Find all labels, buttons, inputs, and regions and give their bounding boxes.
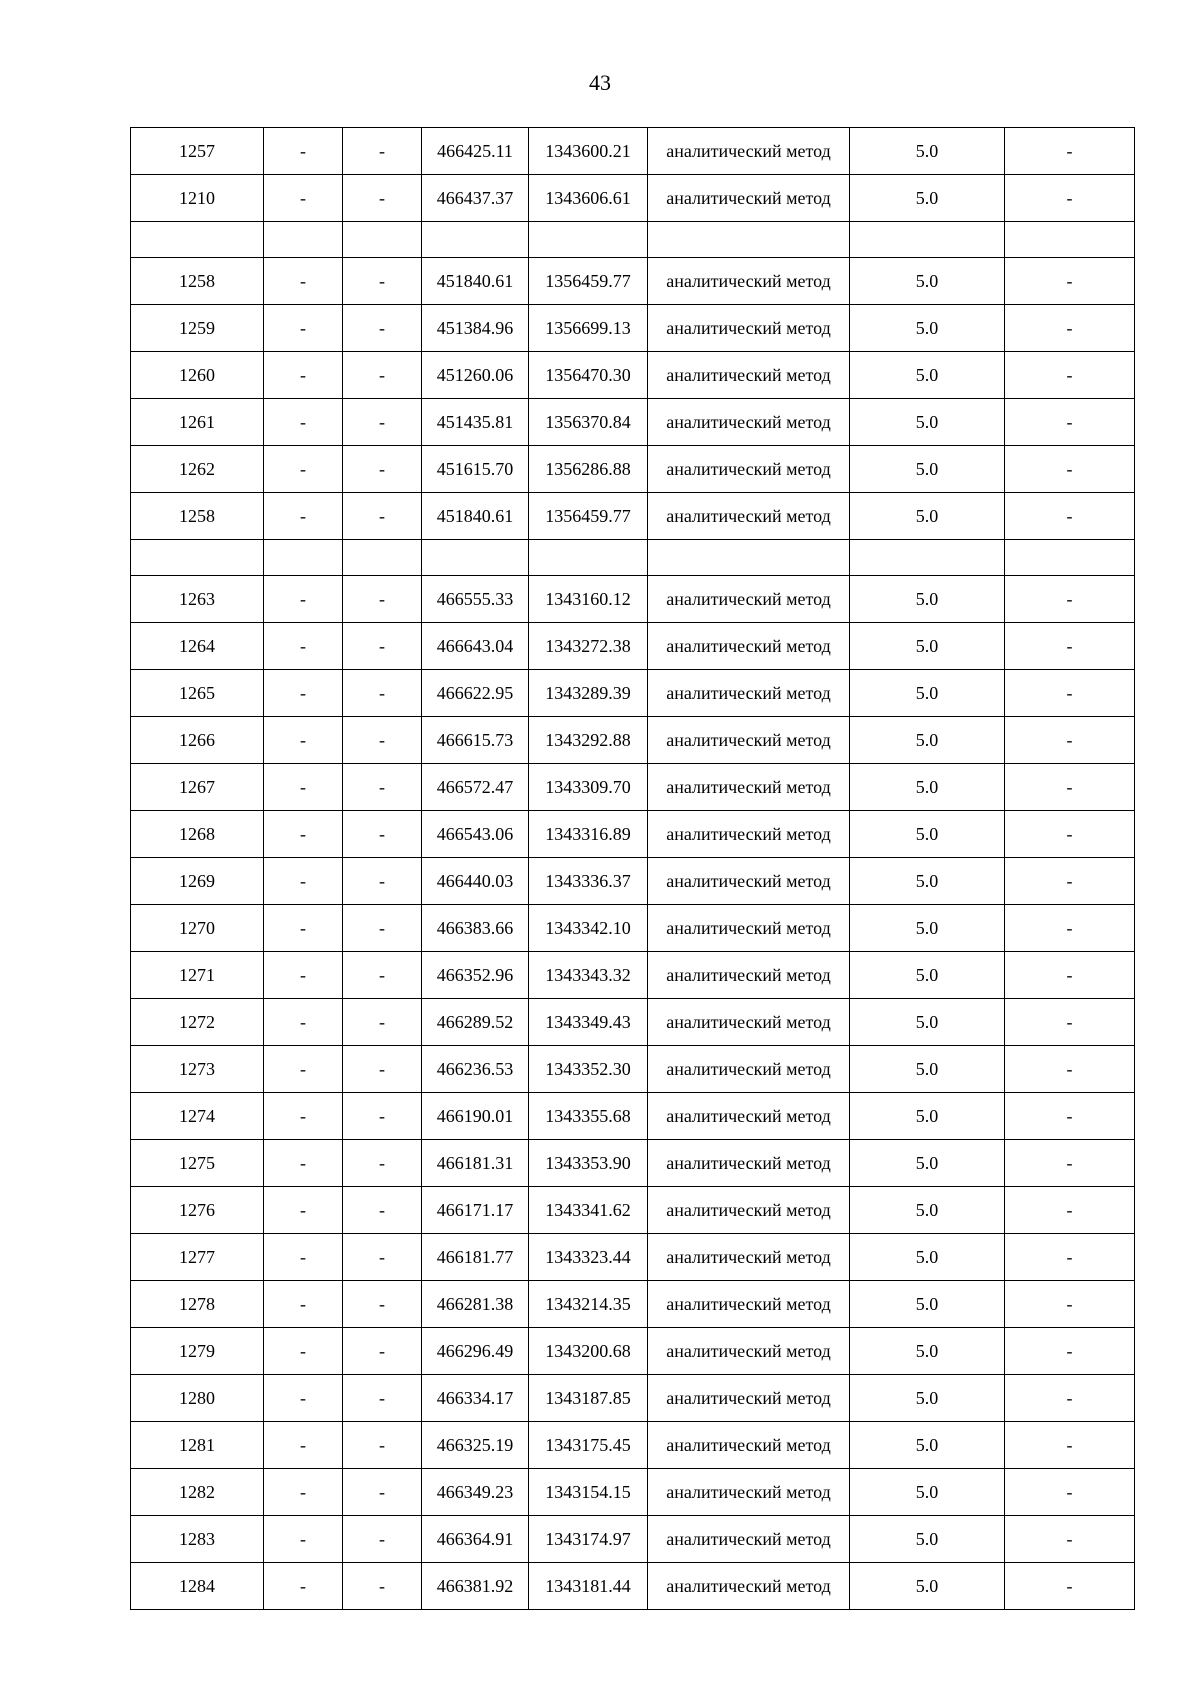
y-coordinate-cell: 1343316.89	[529, 811, 648, 858]
method-cell: аналитический метод	[648, 258, 850, 305]
y-coordinate-cell: 1343181.44	[529, 1563, 648, 1610]
dash-cell: -	[264, 1093, 343, 1140]
y-coordinate-cell: 1356470.30	[529, 352, 648, 399]
dash-cell: -	[264, 493, 343, 540]
method-cell: аналитический метод	[648, 128, 850, 175]
dash-cell: -	[1005, 1046, 1135, 1093]
x-coordinate-cell: 451435.81	[422, 399, 529, 446]
table-row	[131, 1140, 1135, 1187]
dash-cell: -	[1005, 446, 1135, 493]
point-number-cell: 1257	[131, 128, 264, 175]
x-coordinate-cell: 451260.06	[422, 352, 529, 399]
dash-cell: -	[264, 1469, 343, 1516]
dash-cell: -	[1005, 811, 1135, 858]
dash-cell: -	[264, 1516, 343, 1563]
dash-cell: -	[264, 175, 343, 222]
table-row	[131, 1375, 1135, 1422]
table-row	[131, 999, 1135, 1046]
point-number-cell: 1283	[131, 1516, 264, 1563]
table-row	[131, 1563, 1135, 1610]
dash-cell: -	[343, 493, 422, 540]
accuracy-cell: 5.0	[850, 764, 1005, 811]
dash-cell: -	[1005, 1234, 1135, 1281]
method-cell: аналитический метод	[648, 1422, 850, 1469]
dash-cell: -	[264, 999, 343, 1046]
x-coordinate-cell: 466190.01	[422, 1093, 529, 1140]
accuracy-cell: 5.0	[850, 493, 1005, 540]
dash-cell: -	[343, 128, 422, 175]
method-cell: аналитический метод	[648, 175, 850, 222]
dash-cell: -	[264, 399, 343, 446]
separator-row	[131, 540, 1135, 576]
empty-cell	[648, 222, 850, 258]
point-number-cell: 1270	[131, 905, 264, 952]
table-row	[131, 258, 1135, 305]
accuracy-cell: 5.0	[850, 1422, 1005, 1469]
accuracy-cell: 5.0	[850, 858, 1005, 905]
table-row	[131, 446, 1135, 493]
dash-cell: -	[264, 128, 343, 175]
dash-cell: -	[264, 1281, 343, 1328]
dash-cell: -	[1005, 623, 1135, 670]
accuracy-cell: 5.0	[850, 1140, 1005, 1187]
table-row	[131, 717, 1135, 764]
point-number-cell: 1280	[131, 1375, 264, 1422]
point-number-cell: 1263	[131, 576, 264, 623]
dash-cell: -	[1005, 128, 1135, 175]
point-number-cell: 1258	[131, 258, 264, 305]
empty-cell	[850, 222, 1005, 258]
table-row	[131, 399, 1135, 446]
y-coordinate-cell: 1343606.61	[529, 175, 648, 222]
y-coordinate-cell: 1343187.85	[529, 1375, 648, 1422]
y-coordinate-cell: 1343175.45	[529, 1422, 648, 1469]
dash-cell: -	[264, 623, 343, 670]
accuracy-cell: 5.0	[850, 1328, 1005, 1375]
table-body	[131, 128, 1135, 1610]
table-row	[131, 1046, 1135, 1093]
accuracy-cell: 5.0	[850, 1375, 1005, 1422]
accuracy-cell: 5.0	[850, 1234, 1005, 1281]
method-cell: аналитический метод	[648, 1140, 850, 1187]
dash-cell: -	[264, 1234, 343, 1281]
empty-cell	[343, 222, 422, 258]
empty-cell	[422, 540, 529, 576]
empty-cell	[264, 222, 343, 258]
method-cell: аналитический метод	[648, 1516, 850, 1563]
dash-cell: -	[343, 1469, 422, 1516]
accuracy-cell: 5.0	[850, 811, 1005, 858]
empty-cell	[529, 540, 648, 576]
y-coordinate-cell: 1343349.43	[529, 999, 648, 1046]
y-coordinate-cell: 1343272.38	[529, 623, 648, 670]
x-coordinate-cell: 466289.52	[422, 999, 529, 1046]
accuracy-cell: 5.0	[850, 446, 1005, 493]
y-coordinate-cell: 1343323.44	[529, 1234, 648, 1281]
method-cell: аналитический метод	[648, 764, 850, 811]
point-number-cell: 1276	[131, 1187, 264, 1234]
dash-cell: -	[343, 1563, 422, 1610]
x-coordinate-cell: 466572.47	[422, 764, 529, 811]
y-coordinate-cell: 1343342.10	[529, 905, 648, 952]
y-coordinate-cell: 1356370.84	[529, 399, 648, 446]
point-number-cell: 1275	[131, 1140, 264, 1187]
accuracy-cell: 5.0	[850, 352, 1005, 399]
page-number: 43	[589, 70, 611, 95]
accuracy-cell: 5.0	[850, 399, 1005, 446]
accuracy-cell: 5.0	[850, 670, 1005, 717]
separator-row	[131, 222, 1135, 258]
table-row	[131, 811, 1135, 858]
dash-cell: -	[343, 1328, 422, 1375]
point-number-cell: 1282	[131, 1469, 264, 1516]
dash-cell: -	[343, 175, 422, 222]
accuracy-cell: 5.0	[850, 1046, 1005, 1093]
point-number-cell: 1277	[131, 1234, 264, 1281]
dash-cell: -	[1005, 999, 1135, 1046]
dash-cell: -	[264, 1140, 343, 1187]
accuracy-cell: 5.0	[850, 1281, 1005, 1328]
y-coordinate-cell: 1343309.70	[529, 764, 648, 811]
table-row	[131, 952, 1135, 999]
dash-cell: -	[264, 905, 343, 952]
x-coordinate-cell: 466622.95	[422, 670, 529, 717]
table-row	[131, 1516, 1135, 1563]
y-coordinate-cell: 1343200.68	[529, 1328, 648, 1375]
point-number-cell: 1210	[131, 175, 264, 222]
point-number-cell: 1259	[131, 305, 264, 352]
method-cell: аналитический метод	[648, 1469, 850, 1516]
x-coordinate-cell: 466440.03	[422, 858, 529, 905]
dash-cell: -	[343, 1281, 422, 1328]
x-coordinate-cell: 466181.31	[422, 1140, 529, 1187]
method-cell: аналитический метод	[648, 399, 850, 446]
dash-cell: -	[343, 1140, 422, 1187]
dash-cell: -	[343, 1234, 422, 1281]
accuracy-cell: 5.0	[850, 1516, 1005, 1563]
dash-cell: -	[343, 1046, 422, 1093]
dash-cell: -	[343, 576, 422, 623]
x-coordinate-cell: 466383.66	[422, 905, 529, 952]
method-cell: аналитический метод	[648, 446, 850, 493]
x-coordinate-cell: 451840.61	[422, 493, 529, 540]
dash-cell: -	[1005, 764, 1135, 811]
table-row	[131, 1422, 1135, 1469]
dash-cell: -	[1005, 1375, 1135, 1422]
dash-cell: -	[264, 446, 343, 493]
x-coordinate-cell: 466236.53	[422, 1046, 529, 1093]
dash-cell: -	[1005, 952, 1135, 999]
y-coordinate-cell: 1356286.88	[529, 446, 648, 493]
y-coordinate-cell: 1343600.21	[529, 128, 648, 175]
dash-cell: -	[1005, 175, 1135, 222]
x-coordinate-cell: 451840.61	[422, 258, 529, 305]
dash-cell: -	[264, 858, 343, 905]
dash-cell: -	[1005, 399, 1135, 446]
dash-cell: -	[1005, 905, 1135, 952]
point-number-cell: 1264	[131, 623, 264, 670]
table-row	[131, 352, 1135, 399]
point-number-cell: 1265	[131, 670, 264, 717]
empty-cell	[131, 540, 264, 576]
x-coordinate-cell: 451384.96	[422, 305, 529, 352]
x-coordinate-cell: 466181.77	[422, 1234, 529, 1281]
dash-cell: -	[264, 258, 343, 305]
x-coordinate-cell: 466325.19	[422, 1422, 529, 1469]
point-number-cell: 1272	[131, 999, 264, 1046]
y-coordinate-cell: 1343355.68	[529, 1093, 648, 1140]
x-coordinate-cell: 466364.91	[422, 1516, 529, 1563]
method-cell: аналитический метод	[648, 717, 850, 764]
dash-cell: -	[343, 952, 422, 999]
x-coordinate-cell: 466555.33	[422, 576, 529, 623]
accuracy-cell: 5.0	[850, 305, 1005, 352]
point-number-cell: 1262	[131, 446, 264, 493]
point-number-cell: 1267	[131, 764, 264, 811]
empty-cell	[343, 540, 422, 576]
empty-cell	[529, 222, 648, 258]
table-row	[131, 305, 1135, 352]
dash-cell: -	[1005, 258, 1135, 305]
method-cell: аналитический метод	[648, 999, 850, 1046]
dash-cell: -	[343, 1093, 422, 1140]
point-number-cell: 1273	[131, 1046, 264, 1093]
y-coordinate-cell: 1356459.77	[529, 258, 648, 305]
table-row	[131, 128, 1135, 175]
x-coordinate-cell: 466437.37	[422, 175, 529, 222]
point-number-cell: 1274	[131, 1093, 264, 1140]
table-row	[131, 576, 1135, 623]
dash-cell: -	[1005, 576, 1135, 623]
dash-cell: -	[1005, 305, 1135, 352]
dash-cell: -	[1005, 1328, 1135, 1375]
dash-cell: -	[343, 1187, 422, 1234]
x-coordinate-cell: 466643.04	[422, 623, 529, 670]
accuracy-cell: 5.0	[850, 1469, 1005, 1516]
method-cell: аналитический метод	[648, 1046, 850, 1093]
table-row	[131, 1234, 1135, 1281]
accuracy-cell: 5.0	[850, 717, 1005, 764]
point-number-cell: 1284	[131, 1563, 264, 1610]
y-coordinate-cell: 1343154.15	[529, 1469, 648, 1516]
table-row	[131, 175, 1135, 222]
dash-cell: -	[343, 258, 422, 305]
dash-cell: -	[343, 999, 422, 1046]
x-coordinate-cell: 466349.23	[422, 1469, 529, 1516]
empty-cell	[1005, 540, 1135, 576]
dash-cell: -	[343, 623, 422, 670]
dash-cell: -	[1005, 1281, 1135, 1328]
dash-cell: -	[264, 717, 343, 764]
x-coordinate-cell: 466615.73	[422, 717, 529, 764]
point-number-cell: 1281	[131, 1422, 264, 1469]
empty-cell	[850, 540, 1005, 576]
y-coordinate-cell: 1343352.30	[529, 1046, 648, 1093]
x-coordinate-cell: 466543.06	[422, 811, 529, 858]
dash-cell: -	[1005, 1516, 1135, 1563]
accuracy-cell: 5.0	[850, 128, 1005, 175]
dash-cell: -	[264, 1328, 343, 1375]
method-cell: аналитический метод	[648, 1563, 850, 1610]
dash-cell: -	[264, 952, 343, 999]
method-cell: аналитический метод	[648, 670, 850, 717]
dash-cell: -	[343, 446, 422, 493]
point-number-cell: 1269	[131, 858, 264, 905]
method-cell: аналитический метод	[648, 1187, 850, 1234]
x-coordinate-cell: 466281.38	[422, 1281, 529, 1328]
method-cell: аналитический метод	[648, 1234, 850, 1281]
dash-cell: -	[264, 811, 343, 858]
y-coordinate-cell: 1356699.13	[529, 305, 648, 352]
dash-cell: -	[264, 670, 343, 717]
empty-cell	[264, 540, 343, 576]
table-row	[131, 670, 1135, 717]
method-cell: аналитический метод	[648, 623, 850, 670]
accuracy-cell: 5.0	[850, 576, 1005, 623]
method-cell: аналитический метод	[648, 1328, 850, 1375]
x-coordinate-cell: 451615.70	[422, 446, 529, 493]
y-coordinate-cell: 1343174.97	[529, 1516, 648, 1563]
point-number-cell: 1278	[131, 1281, 264, 1328]
dash-cell: -	[264, 352, 343, 399]
method-cell: аналитический метод	[648, 1281, 850, 1328]
dash-cell: -	[343, 352, 422, 399]
dash-cell: -	[1005, 1093, 1135, 1140]
y-coordinate-cell: 1343336.37	[529, 858, 648, 905]
method-cell: аналитический метод	[648, 858, 850, 905]
accuracy-cell: 5.0	[850, 999, 1005, 1046]
accuracy-cell: 5.0	[850, 952, 1005, 999]
dash-cell: -	[1005, 1422, 1135, 1469]
y-coordinate-cell: 1343353.90	[529, 1140, 648, 1187]
empty-cell	[131, 222, 264, 258]
dash-cell: -	[343, 858, 422, 905]
dash-cell: -	[1005, 858, 1135, 905]
y-coordinate-cell: 1343160.12	[529, 576, 648, 623]
x-coordinate-cell: 466171.17	[422, 1187, 529, 1234]
dash-cell: -	[343, 764, 422, 811]
dash-cell: -	[1005, 1563, 1135, 1610]
dash-cell: -	[343, 305, 422, 352]
method-cell: аналитический метод	[648, 952, 850, 999]
table-row	[131, 623, 1135, 670]
dash-cell: -	[264, 576, 343, 623]
dash-cell: -	[343, 811, 422, 858]
dash-cell: -	[264, 764, 343, 811]
table-row	[131, 858, 1135, 905]
table-row	[131, 1469, 1135, 1516]
accuracy-cell: 5.0	[850, 175, 1005, 222]
dash-cell: -	[1005, 352, 1135, 399]
point-number-cell: 1271	[131, 952, 264, 999]
method-cell: аналитический метод	[648, 1093, 850, 1140]
x-coordinate-cell: 466381.92	[422, 1563, 529, 1610]
dash-cell: -	[1005, 1187, 1135, 1234]
empty-cell	[422, 222, 529, 258]
method-cell: аналитический метод	[648, 811, 850, 858]
dash-cell: -	[1005, 1140, 1135, 1187]
dash-cell: -	[1005, 717, 1135, 764]
y-coordinate-cell: 1343292.88	[529, 717, 648, 764]
point-number-cell: 1268	[131, 811, 264, 858]
table-row	[131, 1328, 1135, 1375]
point-number-cell: 1261	[131, 399, 264, 446]
y-coordinate-cell: 1343343.32	[529, 952, 648, 999]
accuracy-cell: 5.0	[850, 258, 1005, 305]
dash-cell: -	[264, 1563, 343, 1610]
method-cell: аналитический метод	[648, 576, 850, 623]
table-row	[131, 1281, 1135, 1328]
accuracy-cell: 5.0	[850, 1563, 1005, 1610]
table-row	[131, 905, 1135, 952]
x-coordinate-cell: 466334.17	[422, 1375, 529, 1422]
point-number-cell: 1260	[131, 352, 264, 399]
y-coordinate-cell: 1343214.35	[529, 1281, 648, 1328]
dash-cell: -	[264, 1187, 343, 1234]
dash-cell: -	[343, 1375, 422, 1422]
table-row	[131, 764, 1135, 811]
method-cell: аналитический метод	[648, 305, 850, 352]
y-coordinate-cell: 1343341.62	[529, 1187, 648, 1234]
dash-cell: -	[343, 1516, 422, 1563]
x-coordinate-cell: 466296.49	[422, 1328, 529, 1375]
point-number-cell: 1266	[131, 717, 264, 764]
method-cell: аналитический метод	[648, 493, 850, 540]
method-cell: аналитический метод	[648, 1375, 850, 1422]
accuracy-cell: 5.0	[850, 1093, 1005, 1140]
empty-cell	[648, 540, 850, 576]
dash-cell: -	[1005, 1469, 1135, 1516]
dash-cell: -	[343, 670, 422, 717]
y-coordinate-cell: 1356459.77	[529, 493, 648, 540]
dash-cell: -	[343, 1422, 422, 1469]
dash-cell: -	[264, 1046, 343, 1093]
method-cell: аналитический метод	[648, 905, 850, 952]
dash-cell: -	[1005, 670, 1135, 717]
accuracy-cell: 5.0	[850, 1187, 1005, 1234]
dash-cell: -	[343, 717, 422, 764]
accuracy-cell: 5.0	[850, 623, 1005, 670]
table-row	[131, 1187, 1135, 1234]
point-number-cell: 1258	[131, 493, 264, 540]
dash-cell: -	[264, 1375, 343, 1422]
dash-cell: -	[343, 905, 422, 952]
dash-cell: -	[264, 1422, 343, 1469]
y-coordinate-cell: 1343289.39	[529, 670, 648, 717]
dash-cell: -	[343, 399, 422, 446]
table-row	[131, 493, 1135, 540]
coordinates-table	[130, 127, 1135, 1610]
table-row	[131, 1093, 1135, 1140]
empty-cell	[1005, 222, 1135, 258]
method-cell: аналитический метод	[648, 352, 850, 399]
x-coordinate-cell: 466425.11	[422, 128, 529, 175]
accuracy-cell: 5.0	[850, 905, 1005, 952]
x-coordinate-cell: 466352.96	[422, 952, 529, 999]
dash-cell: -	[264, 305, 343, 352]
dash-cell: -	[1005, 493, 1135, 540]
point-number-cell: 1279	[131, 1328, 264, 1375]
